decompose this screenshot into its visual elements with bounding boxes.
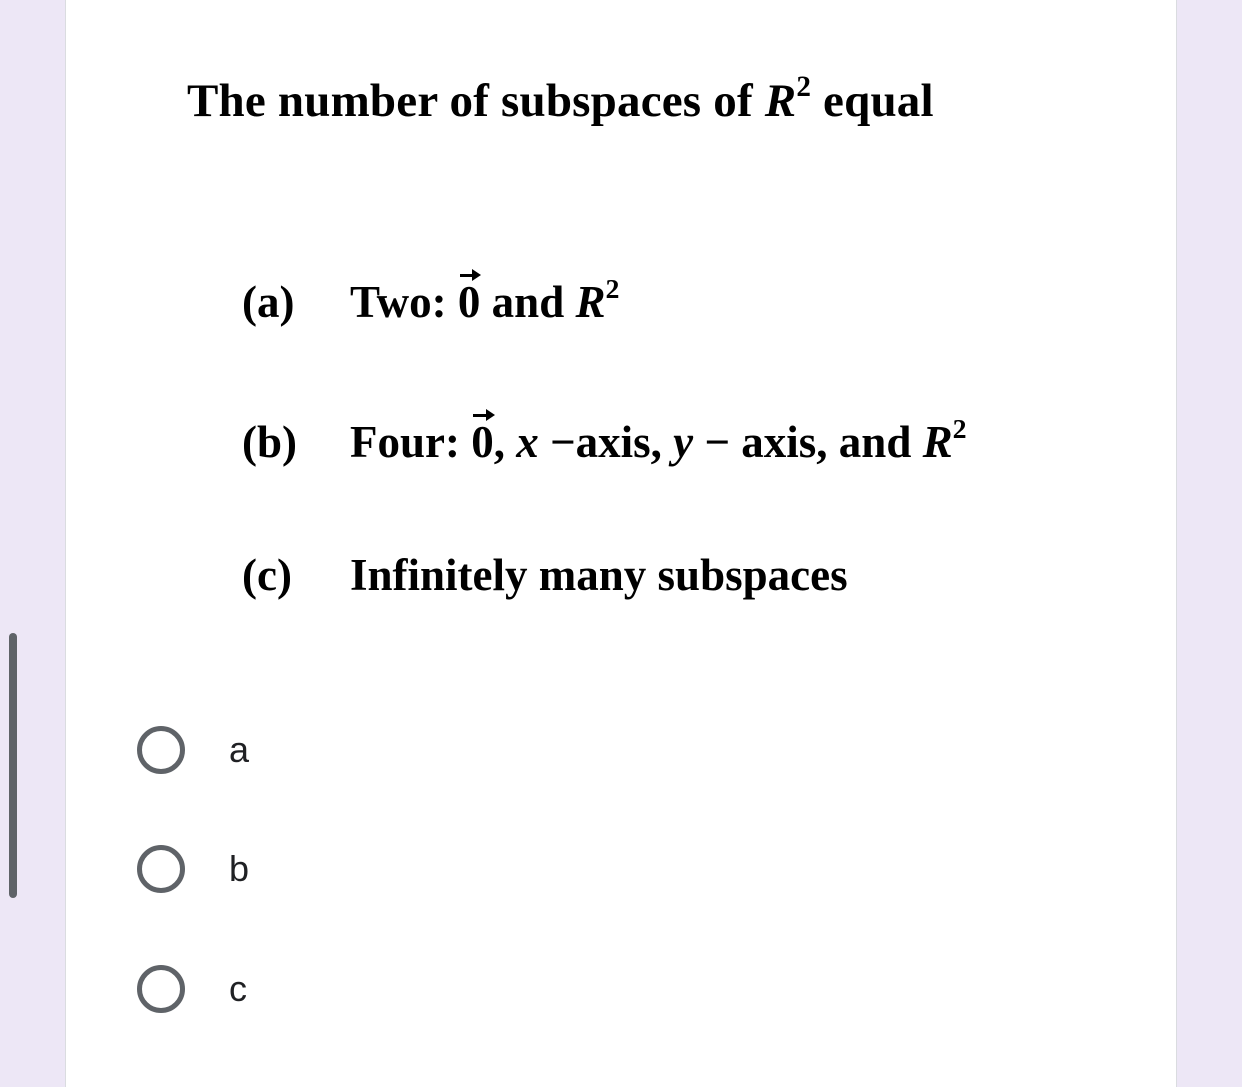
option-row-c: [242, 549, 848, 601]
option-text: [350, 274, 620, 327]
option-text-yaxis: − axis, and: [693, 417, 923, 467]
scroll-indicator[interactable]: [9, 633, 17, 898]
radio-button[interactable]: [137, 726, 185, 774]
option-text-lead: Four:: [350, 417, 472, 467]
option-text-x: x: [516, 417, 539, 467]
question-title-var: R: [764, 75, 797, 127]
option-text-xaxis: −axis,: [538, 417, 674, 467]
option-text-sep: ,: [493, 417, 517, 467]
choice-c[interactable]: [137, 959, 247, 1019]
option-text-sup: 2: [952, 414, 967, 446]
option-text-var: R: [575, 277, 606, 327]
question-image: [66, 0, 1178, 660]
option-row-a: [242, 276, 619, 328]
choice-b[interactable]: [137, 839, 249, 899]
choice-label: b: [229, 848, 250, 889]
question-title-prefix: The number of subspaces of: [187, 75, 765, 127]
option-text-sup: 2: [605, 274, 620, 306]
option-text-lead: Two:: [350, 277, 458, 327]
zero-vector-symbol: 0: [471, 417, 494, 467]
option-text-var: R: [922, 417, 953, 467]
radio-button[interactable]: [137, 845, 185, 893]
zero-vector-symbol: 0: [457, 277, 481, 327]
option-text: [350, 414, 967, 467]
option-letter: (a): [242, 277, 295, 327]
choice-a[interactable]: [137, 720, 249, 780]
choice-label: c: [229, 968, 247, 1009]
option-row-b: [242, 416, 967, 468]
question-title-sup: 2: [796, 71, 812, 104]
question-card: [65, 0, 1177, 1087]
option-letter: (c): [242, 550, 292, 600]
question-title: [187, 71, 934, 128]
option-text-y: y: [673, 417, 694, 467]
question-title-suffix: equal: [811, 75, 934, 127]
option-text: Infinitely many subspaces: [350, 550, 848, 600]
option-letter: (b): [242, 417, 297, 467]
radio-button[interactable]: [137, 965, 185, 1013]
option-text-mid: and: [480, 277, 576, 327]
choice-label: a: [229, 729, 250, 770]
